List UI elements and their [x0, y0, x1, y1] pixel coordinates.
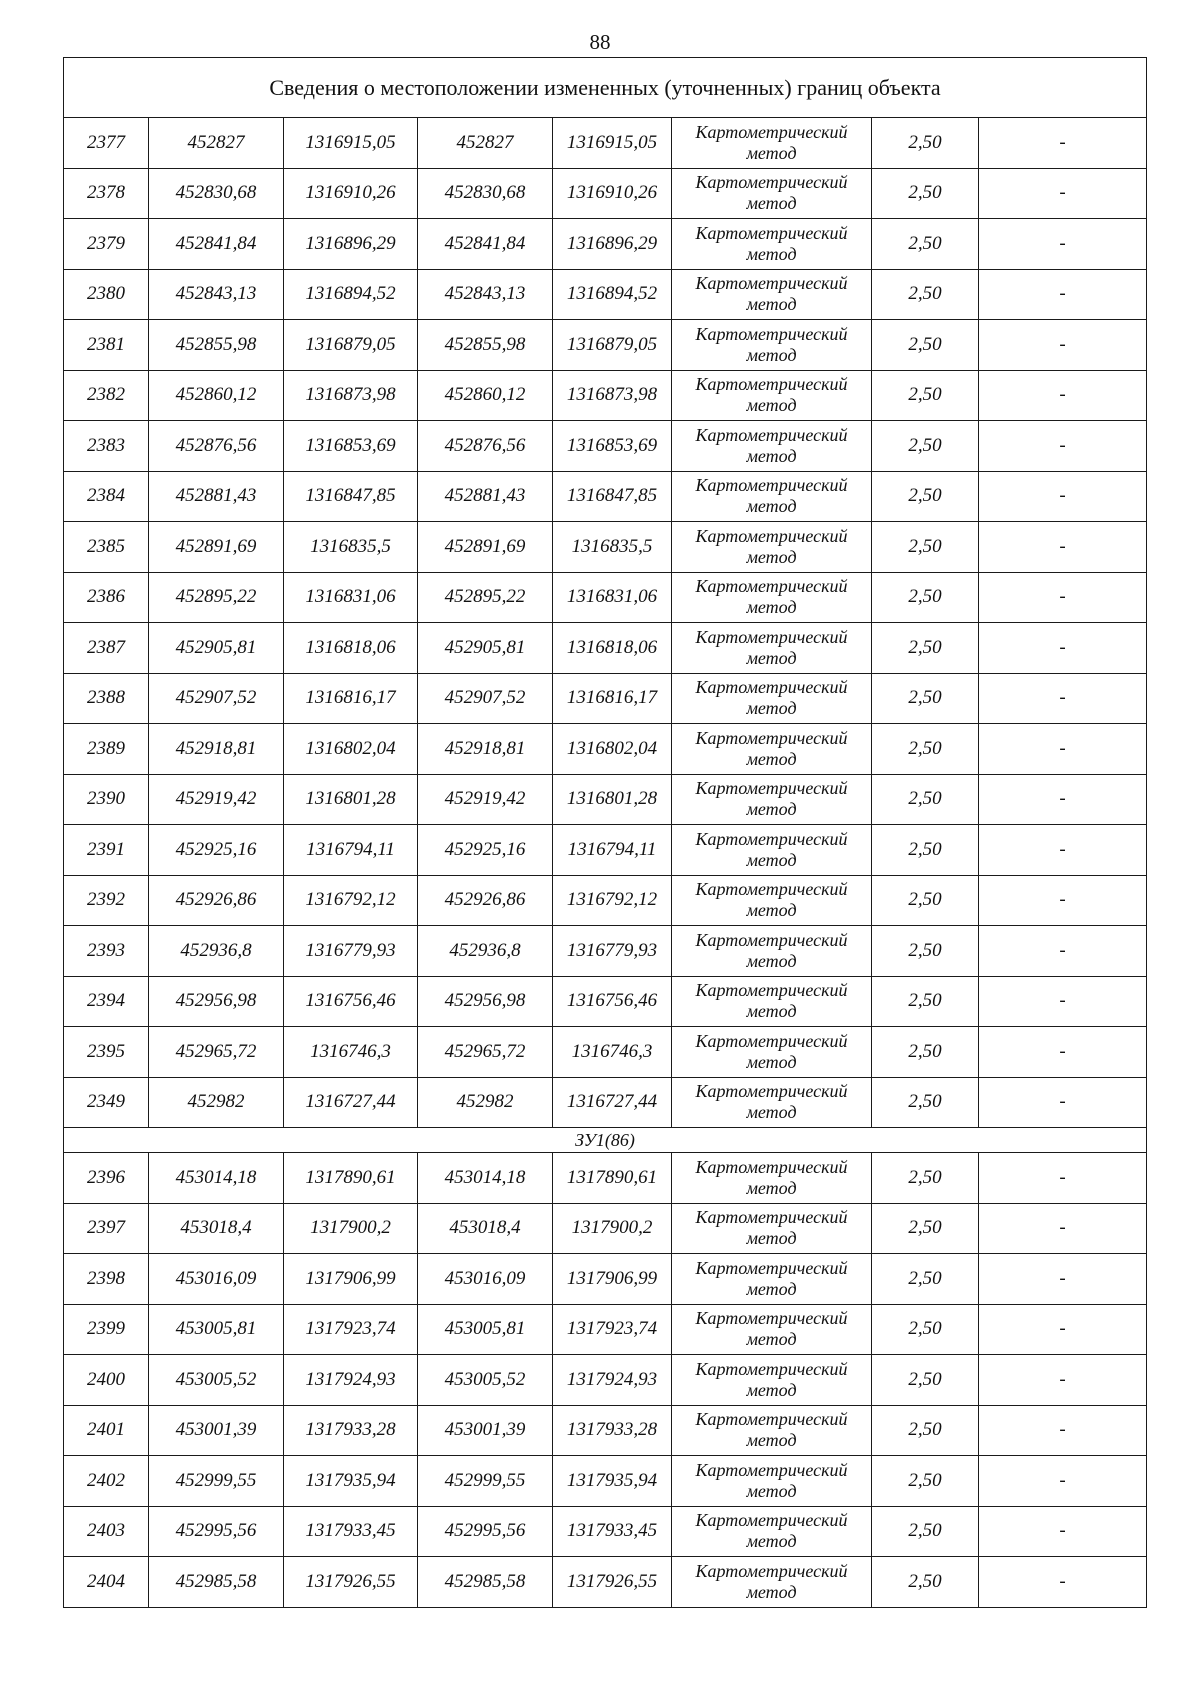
- point-number-cell: 2390: [64, 774, 149, 825]
- x-refined-cell: 452907,52: [418, 673, 553, 724]
- method-cell: Картометрический метод: [672, 1153, 872, 1204]
- table-row: [64, 1203, 1147, 1254]
- y-refined-cell: 1316879,05: [553, 320, 672, 371]
- table-row: [64, 926, 1147, 977]
- table-row: [64, 1355, 1147, 1406]
- x-refined-cell: 452965,72: [418, 1027, 553, 1078]
- y-refined-cell: 1316910,26: [553, 168, 672, 219]
- accuracy-cell: 2,50: [872, 673, 979, 724]
- accuracy-cell: 2,50: [872, 976, 979, 1027]
- method-cell: Картометрический метод: [672, 370, 872, 421]
- description-cell: -: [979, 1254, 1147, 1305]
- method-cell: Картометрический метод: [672, 1027, 872, 1078]
- y-existing-cell: 1316910,26: [284, 168, 418, 219]
- y-existing-cell: 1316896,29: [284, 219, 418, 270]
- accuracy-cell: 2,50: [872, 1557, 979, 1608]
- y-existing-cell: 1316794,11: [284, 825, 418, 876]
- table-row: [64, 370, 1147, 421]
- x-refined-cell: 452985,58: [418, 1557, 553, 1608]
- table-row: [64, 1405, 1147, 1456]
- section-row: [64, 1128, 1147, 1153]
- boundary-coordinates-table: [63, 57, 1147, 1608]
- y-refined-cell: 1317923,74: [553, 1304, 672, 1355]
- point-number-cell: 2385: [64, 522, 149, 573]
- description-cell: -: [979, 320, 1147, 371]
- accuracy-cell: 2,50: [872, 724, 979, 775]
- table-row: [64, 875, 1147, 926]
- y-existing-cell: 1317923,74: [284, 1304, 418, 1355]
- y-existing-cell: 1316894,52: [284, 269, 418, 320]
- x-existing-cell: 452965,72: [149, 1027, 284, 1078]
- x-existing-cell: 452956,98: [149, 976, 284, 1027]
- accuracy-cell: 2,50: [872, 269, 979, 320]
- description-cell: -: [979, 673, 1147, 724]
- point-number-cell: 2382: [64, 370, 149, 421]
- y-refined-cell: 1317933,28: [553, 1405, 672, 1456]
- y-existing-cell: 1317924,93: [284, 1355, 418, 1406]
- y-existing-cell: 1316847,85: [284, 471, 418, 522]
- x-existing-cell: 452891,69: [149, 522, 284, 573]
- method-cell: Картометрический метод: [672, 219, 872, 270]
- x-existing-cell: 452999,55: [149, 1456, 284, 1507]
- method-cell: Картометрический метод: [672, 724, 872, 775]
- table-row: [64, 1027, 1147, 1078]
- accuracy-cell: 2,50: [872, 1355, 979, 1406]
- method-cell: Картометрический метод: [672, 1304, 872, 1355]
- x-refined-cell: 452995,56: [418, 1506, 553, 1557]
- table-row: [64, 421, 1147, 472]
- x-refined-cell: 452841,84: [418, 219, 553, 270]
- method-cell: Картометрический метод: [672, 1077, 872, 1128]
- table-row: [64, 1456, 1147, 1507]
- x-refined-cell: 452860,12: [418, 370, 553, 421]
- table-title: Сведения о местоположении измененных (уточненных) границ объекта: [64, 58, 1147, 118]
- x-refined-cell: 452881,43: [418, 471, 553, 522]
- method-cell: Картометрический метод: [672, 522, 872, 573]
- x-refined-cell: 452895,22: [418, 572, 553, 623]
- table-row: [64, 219, 1147, 270]
- accuracy-cell: 2,50: [872, 118, 979, 169]
- y-existing-cell: 1316853,69: [284, 421, 418, 472]
- accuracy-cell: 2,50: [872, 421, 979, 472]
- x-existing-cell: 452827: [149, 118, 284, 169]
- point-number-cell: 2403: [64, 1506, 149, 1557]
- table-row: [64, 269, 1147, 320]
- description-cell: -: [979, 623, 1147, 674]
- x-existing-cell: 452919,42: [149, 774, 284, 825]
- point-number-cell: 2381: [64, 320, 149, 371]
- description-cell: -: [979, 825, 1147, 876]
- table-row: [64, 168, 1147, 219]
- description-cell: -: [979, 421, 1147, 472]
- y-existing-cell: 1316879,05: [284, 320, 418, 371]
- description-cell: -: [979, 1506, 1147, 1557]
- accuracy-cell: 2,50: [872, 471, 979, 522]
- accuracy-cell: 2,50: [872, 875, 979, 926]
- x-existing-cell: 453014,18: [149, 1153, 284, 1204]
- y-refined-cell: 1316727,44: [553, 1077, 672, 1128]
- x-existing-cell: 452855,98: [149, 320, 284, 371]
- x-refined-cell: 453005,52: [418, 1355, 553, 1406]
- point-number-cell: 2389: [64, 724, 149, 775]
- description-cell: -: [979, 168, 1147, 219]
- accuracy-cell: 2,50: [872, 1304, 979, 1355]
- y-existing-cell: 1317933,45: [284, 1506, 418, 1557]
- x-existing-cell: 452843,13: [149, 269, 284, 320]
- x-existing-cell: 452936,8: [149, 926, 284, 977]
- accuracy-cell: 2,50: [872, 168, 979, 219]
- point-number-cell: 2402: [64, 1456, 149, 1507]
- y-refined-cell: 1316853,69: [553, 421, 672, 472]
- table-row: [64, 471, 1147, 522]
- description-cell: -: [979, 1405, 1147, 1456]
- method-cell: Картометрический метод: [672, 168, 872, 219]
- y-refined-cell: 1316779,93: [553, 926, 672, 977]
- point-number-cell: 2378: [64, 168, 149, 219]
- point-number-cell: 2392: [64, 875, 149, 926]
- description-cell: -: [979, 370, 1147, 421]
- y-existing-cell: 1316831,06: [284, 572, 418, 623]
- y-existing-cell: 1316802,04: [284, 724, 418, 775]
- description-cell: -: [979, 1355, 1147, 1406]
- x-refined-cell: 452830,68: [418, 168, 553, 219]
- x-refined-cell: 452905,81: [418, 623, 553, 674]
- y-refined-cell: 1316835,5: [553, 522, 672, 573]
- x-existing-cell: 452907,52: [149, 673, 284, 724]
- method-cell: Картометрический метод: [672, 1456, 872, 1507]
- description-cell: -: [979, 1456, 1147, 1507]
- x-existing-cell: 452895,22: [149, 572, 284, 623]
- x-existing-cell: 453016,09: [149, 1254, 284, 1305]
- point-number-cell: 2394: [64, 976, 149, 1027]
- table-row: [64, 1557, 1147, 1608]
- x-existing-cell: 452925,16: [149, 825, 284, 876]
- y-existing-cell: 1316801,28: [284, 774, 418, 825]
- y-refined-cell: 1316915,05: [553, 118, 672, 169]
- method-cell: Картометрический метод: [672, 1405, 872, 1456]
- x-existing-cell: 452985,58: [149, 1557, 284, 1608]
- y-existing-cell: 1316727,44: [284, 1077, 418, 1128]
- x-existing-cell: 452876,56: [149, 421, 284, 472]
- method-cell: Картометрический метод: [672, 320, 872, 371]
- accuracy-cell: 2,50: [872, 320, 979, 371]
- method-cell: Картометрический метод: [672, 471, 872, 522]
- y-existing-cell: 1316915,05: [284, 118, 418, 169]
- accuracy-cell: 2,50: [872, 219, 979, 270]
- table-row: [64, 1077, 1147, 1128]
- x-refined-cell: 453001,39: [418, 1405, 553, 1456]
- table-row: [64, 976, 1147, 1027]
- x-refined-cell: 453018,4: [418, 1203, 553, 1254]
- method-cell: Картометрический метод: [672, 118, 872, 169]
- table-row: [64, 774, 1147, 825]
- y-refined-cell: 1316894,52: [553, 269, 672, 320]
- accuracy-cell: 2,50: [872, 370, 979, 421]
- y-refined-cell: 1316847,85: [553, 471, 672, 522]
- description-cell: -: [979, 219, 1147, 270]
- x-refined-cell: 453005,81: [418, 1304, 553, 1355]
- x-existing-cell: 452830,68: [149, 168, 284, 219]
- point-number-cell: 2396: [64, 1153, 149, 1204]
- table-row: [64, 1153, 1147, 1204]
- method-cell: Картометрический метод: [672, 269, 872, 320]
- y-refined-cell: 1316746,3: [553, 1027, 672, 1078]
- y-refined-cell: 1316794,11: [553, 825, 672, 876]
- point-number-cell: 2400: [64, 1355, 149, 1406]
- x-existing-cell: 452926,86: [149, 875, 284, 926]
- table-row: [64, 572, 1147, 623]
- point-number-cell: 2383: [64, 421, 149, 472]
- description-cell: -: [979, 1304, 1147, 1355]
- x-existing-cell: 452881,43: [149, 471, 284, 522]
- table-row: [64, 1506, 1147, 1557]
- x-refined-cell: 452956,98: [418, 976, 553, 1027]
- table-row: [64, 320, 1147, 371]
- x-refined-cell: 452936,8: [418, 926, 553, 977]
- point-number-cell: 2391: [64, 825, 149, 876]
- description-cell: -: [979, 1077, 1147, 1128]
- x-existing-cell: 452918,81: [149, 724, 284, 775]
- method-cell: Картометрический метод: [672, 1557, 872, 1608]
- accuracy-cell: 2,50: [872, 1153, 979, 1204]
- description-cell: -: [979, 1027, 1147, 1078]
- y-refined-cell: 1317933,45: [553, 1506, 672, 1557]
- method-cell: Картометрический метод: [672, 1506, 872, 1557]
- method-cell: Картометрический метод: [672, 774, 872, 825]
- description-cell: -: [979, 118, 1147, 169]
- table-row: [64, 825, 1147, 876]
- y-existing-cell: 1316816,17: [284, 673, 418, 724]
- x-refined-cell: 452891,69: [418, 522, 553, 573]
- y-refined-cell: 1316816,17: [553, 673, 672, 724]
- y-refined-cell: 1317935,94: [553, 1456, 672, 1507]
- x-existing-cell: 452982: [149, 1077, 284, 1128]
- y-refined-cell: 1317890,61: [553, 1153, 672, 1204]
- y-existing-cell: 1316756,46: [284, 976, 418, 1027]
- x-existing-cell: 453005,81: [149, 1304, 284, 1355]
- method-cell: Картометрический метод: [672, 421, 872, 472]
- method-cell: Картометрический метод: [672, 825, 872, 876]
- table-row: [64, 724, 1147, 775]
- y-refined-cell: 1316792,12: [553, 875, 672, 926]
- y-refined-cell: 1317900,2: [553, 1203, 672, 1254]
- description-cell: -: [979, 269, 1147, 320]
- section-label: ЗУ1(86): [64, 1128, 1147, 1153]
- y-existing-cell: 1316873,98: [284, 370, 418, 421]
- y-refined-cell: 1316801,28: [553, 774, 672, 825]
- x-existing-cell: 453018,4: [149, 1203, 284, 1254]
- x-refined-cell: 452982: [418, 1077, 553, 1128]
- y-existing-cell: 1317900,2: [284, 1203, 418, 1254]
- accuracy-cell: 2,50: [872, 774, 979, 825]
- table-row: [64, 1304, 1147, 1355]
- description-cell: -: [979, 471, 1147, 522]
- point-number-cell: 2388: [64, 673, 149, 724]
- point-number-cell: 2349: [64, 1077, 149, 1128]
- point-number-cell: 2379: [64, 219, 149, 270]
- y-existing-cell: 1316792,12: [284, 875, 418, 926]
- table-row: [64, 118, 1147, 169]
- accuracy-cell: 2,50: [872, 1254, 979, 1305]
- method-cell: Картометрический метод: [672, 926, 872, 977]
- accuracy-cell: 2,50: [872, 1203, 979, 1254]
- accuracy-cell: 2,50: [872, 825, 979, 876]
- accuracy-cell: 2,50: [872, 623, 979, 674]
- y-existing-cell: 1317933,28: [284, 1405, 418, 1456]
- y-existing-cell: 1316746,3: [284, 1027, 418, 1078]
- point-number-cell: 2401: [64, 1405, 149, 1456]
- y-existing-cell: 1317926,55: [284, 1557, 418, 1608]
- x-refined-cell: 452843,13: [418, 269, 553, 320]
- description-cell: -: [979, 976, 1147, 1027]
- accuracy-cell: 2,50: [872, 1456, 979, 1507]
- x-refined-cell: 452919,42: [418, 774, 553, 825]
- table-row: [64, 522, 1147, 573]
- y-existing-cell: 1316818,06: [284, 623, 418, 674]
- accuracy-cell: 2,50: [872, 1506, 979, 1557]
- method-cell: Картометрический метод: [672, 976, 872, 1027]
- accuracy-cell: 2,50: [872, 1027, 979, 1078]
- point-number-cell: 2380: [64, 269, 149, 320]
- x-refined-cell: 452876,56: [418, 421, 553, 472]
- method-cell: Картометрический метод: [672, 572, 872, 623]
- y-refined-cell: 1317926,55: [553, 1557, 672, 1608]
- x-refined-cell: 453014,18: [418, 1153, 553, 1204]
- x-refined-cell: 453016,09: [418, 1254, 553, 1305]
- description-cell: -: [979, 926, 1147, 977]
- description-cell: -: [979, 724, 1147, 775]
- table-row: [64, 1254, 1147, 1305]
- accuracy-cell: 2,50: [872, 522, 979, 573]
- point-number-cell: 2397: [64, 1203, 149, 1254]
- point-number-cell: 2404: [64, 1557, 149, 1608]
- x-refined-cell: 452918,81: [418, 724, 553, 775]
- point-number-cell: 2386: [64, 572, 149, 623]
- y-refined-cell: 1316896,29: [553, 219, 672, 270]
- description-cell: -: [979, 522, 1147, 573]
- page-number: 88: [589, 30, 611, 54]
- method-cell: Картометрический метод: [672, 623, 872, 674]
- y-refined-cell: 1317906,99: [553, 1254, 672, 1305]
- x-refined-cell: 452925,16: [418, 825, 553, 876]
- description-cell: -: [979, 1203, 1147, 1254]
- y-existing-cell: 1316779,93: [284, 926, 418, 977]
- y-existing-cell: 1317935,94: [284, 1456, 418, 1507]
- description-cell: -: [979, 1153, 1147, 1204]
- point-number-cell: 2399: [64, 1304, 149, 1355]
- x-refined-cell: 452999,55: [418, 1456, 553, 1507]
- accuracy-cell: 2,50: [872, 572, 979, 623]
- y-existing-cell: 1317906,99: [284, 1254, 418, 1305]
- table-body: [64, 58, 1147, 1608]
- y-refined-cell: 1316818,06: [553, 623, 672, 674]
- point-number-cell: 2377: [64, 118, 149, 169]
- x-existing-cell: 452905,81: [149, 623, 284, 674]
- accuracy-cell: 2,50: [872, 1077, 979, 1128]
- table-title-row: [64, 58, 1147, 118]
- method-cell: Картометрический метод: [672, 1254, 872, 1305]
- x-existing-cell: 453001,39: [149, 1405, 284, 1456]
- point-number-cell: 2384: [64, 471, 149, 522]
- method-cell: Картометрический метод: [672, 673, 872, 724]
- x-existing-cell: 453005,52: [149, 1355, 284, 1406]
- x-refined-cell: 452855,98: [418, 320, 553, 371]
- y-refined-cell: 1316802,04: [553, 724, 672, 775]
- description-cell: -: [979, 875, 1147, 926]
- point-number-cell: 2393: [64, 926, 149, 977]
- point-number-cell: 2398: [64, 1254, 149, 1305]
- x-existing-cell: 452995,56: [149, 1506, 284, 1557]
- method-cell: Картометрический метод: [672, 1355, 872, 1406]
- x-existing-cell: 452860,12: [149, 370, 284, 421]
- method-cell: Картометрический метод: [672, 875, 872, 926]
- y-existing-cell: 1317890,61: [284, 1153, 418, 1204]
- point-number-cell: 2395: [64, 1027, 149, 1078]
- x-refined-cell: 452827: [418, 118, 553, 169]
- method-cell: Картометрический метод: [672, 1203, 872, 1254]
- y-refined-cell: 1317924,93: [553, 1355, 672, 1406]
- y-existing-cell: 1316835,5: [284, 522, 418, 573]
- point-number-cell: 2387: [64, 623, 149, 674]
- accuracy-cell: 2,50: [872, 926, 979, 977]
- description-cell: -: [979, 572, 1147, 623]
- x-refined-cell: 452926,86: [418, 875, 553, 926]
- y-refined-cell: 1316873,98: [553, 370, 672, 421]
- description-cell: -: [979, 1557, 1147, 1608]
- table-row: [64, 673, 1147, 724]
- accuracy-cell: 2,50: [872, 1405, 979, 1456]
- description-cell: -: [979, 774, 1147, 825]
- y-refined-cell: 1316756,46: [553, 976, 672, 1027]
- y-refined-cell: 1316831,06: [553, 572, 672, 623]
- table-row: [64, 623, 1147, 674]
- x-existing-cell: 452841,84: [149, 219, 284, 270]
